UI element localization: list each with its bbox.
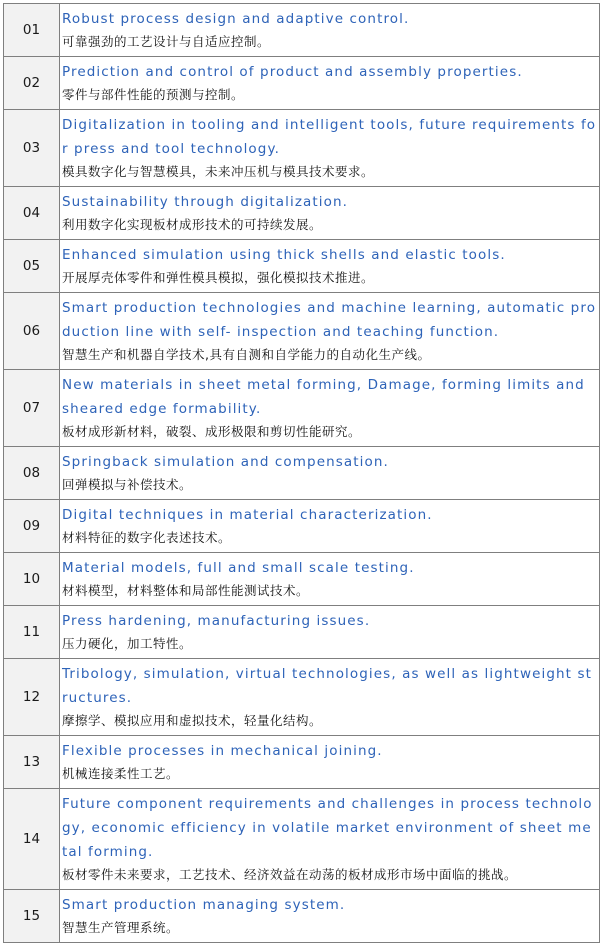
row-content	[60, 187, 600, 240]
table-row	[4, 57, 600, 110]
english-title: New materials in sheet metal forming, Damage, forming limits and sheared edge formability.	[62, 377, 585, 417]
row-number: 12	[4, 659, 60, 736]
table-row	[4, 187, 600, 240]
row-content	[60, 110, 600, 187]
topics-table-body	[4, 4, 600, 943]
english-title: Smart production managing system.	[62, 897, 346, 913]
row-number: 06	[4, 293, 60, 370]
english-title: Flexible processes in mechanical joining.	[62, 743, 383, 759]
chinese-title: 智慧生产管理系统。	[62, 920, 180, 935]
row-number: 09	[4, 500, 60, 553]
row-content	[60, 293, 600, 370]
table-row	[4, 447, 600, 500]
table-row	[4, 370, 600, 447]
table-row	[4, 606, 600, 659]
row-content	[60, 57, 600, 110]
row-content	[60, 736, 600, 789]
chinese-title: 开展厚壳体零件和弹性模具模拟，强化模拟技术推进。	[62, 270, 375, 285]
row-number: 15	[4, 890, 60, 943]
row-number: 02	[4, 57, 60, 110]
row-number: 04	[4, 187, 60, 240]
chinese-title: 板材零件未来要求，工艺技术、经济效益在动荡的板材成形市场中面临的挑战。	[62, 867, 518, 882]
row-number: 07	[4, 370, 60, 447]
chinese-title: 摩擦学、模拟应用和虚拟技术，轻量化结构。	[62, 713, 323, 728]
row-number: 05	[4, 240, 60, 293]
english-title: Sustainability through digitalization.	[62, 194, 349, 210]
row-number: 03	[4, 110, 60, 187]
table-row	[4, 553, 600, 606]
chinese-title: 回弹模拟与补偿技术。	[62, 477, 193, 492]
table-row	[4, 500, 600, 553]
table-row	[4, 110, 600, 187]
topics-table	[3, 3, 600, 943]
row-content	[60, 447, 600, 500]
row-number: 11	[4, 606, 60, 659]
row-content	[60, 370, 600, 447]
table-row	[4, 890, 600, 943]
english-title: Smart production technologies and machine learning, automatic production line with self- inspection and teaching function.	[62, 300, 597, 340]
chinese-title: 材料特征的数字化表述技术。	[62, 530, 232, 545]
row-content	[60, 606, 600, 659]
row-content	[60, 4, 600, 57]
table-row	[4, 4, 600, 57]
row-number: 08	[4, 447, 60, 500]
chinese-title: 板材成形新材料，破裂、成形极限和剪切性能研究。	[62, 424, 362, 439]
table-row	[4, 240, 600, 293]
english-title: Springback simulation and compensation.	[62, 454, 389, 470]
english-title: Material models, full and small scale testing.	[62, 560, 415, 576]
chinese-title: 机械连接柔性工艺。	[62, 766, 180, 781]
chinese-title: 压力硬化，加工特性。	[62, 636, 193, 651]
row-number: 14	[4, 789, 60, 890]
table-row	[4, 293, 600, 370]
english-title: Digital techniques in material characterization.	[62, 507, 433, 523]
chinese-title: 材料模型，材料整体和局部性能测试技术。	[62, 583, 310, 598]
english-title: Enhanced simulation using thick shells and elastic tools.	[62, 247, 506, 263]
table-row	[4, 659, 600, 736]
chinese-title: 可靠强劲的工艺设计与自适应控制。	[62, 34, 271, 49]
english-title: Robust process design and adaptive control.	[62, 11, 410, 27]
english-title: Prediction and control of product and assembly properties.	[62, 64, 523, 80]
row-content	[60, 240, 600, 293]
row-content	[60, 553, 600, 606]
table-row	[4, 789, 600, 890]
row-content	[60, 789, 600, 890]
chinese-title: 智慧生产和机器自学技术,具有自测和自学能力的自动化生产线。	[62, 347, 431, 362]
table-row	[4, 736, 600, 789]
english-title: Future component requirements and challenges in process technology, economic efficiency in volatile market environment of sheet metal forming.	[62, 796, 593, 860]
row-number: 13	[4, 736, 60, 789]
english-title: Digitalization in tooling and intelligent tools, future requirements for press and tool technology.	[62, 117, 597, 157]
english-title: Press hardening, manufacturing issues.	[62, 613, 371, 629]
english-title: Tribology, simulation, virtual technologies, as well as lightweight structures.	[62, 666, 592, 706]
row-content	[60, 890, 600, 943]
row-number: 10	[4, 553, 60, 606]
chinese-title: 模具数字化与智慧模具，未来冲压机与模具技术要求。	[62, 164, 375, 179]
chinese-title: 零件与部件性能的预测与控制。	[62, 87, 245, 102]
chinese-title: 利用数字化实现板材成形技术的可持续发展。	[62, 217, 323, 232]
row-number: 01	[4, 4, 60, 57]
row-content	[60, 659, 600, 736]
row-content	[60, 500, 600, 553]
